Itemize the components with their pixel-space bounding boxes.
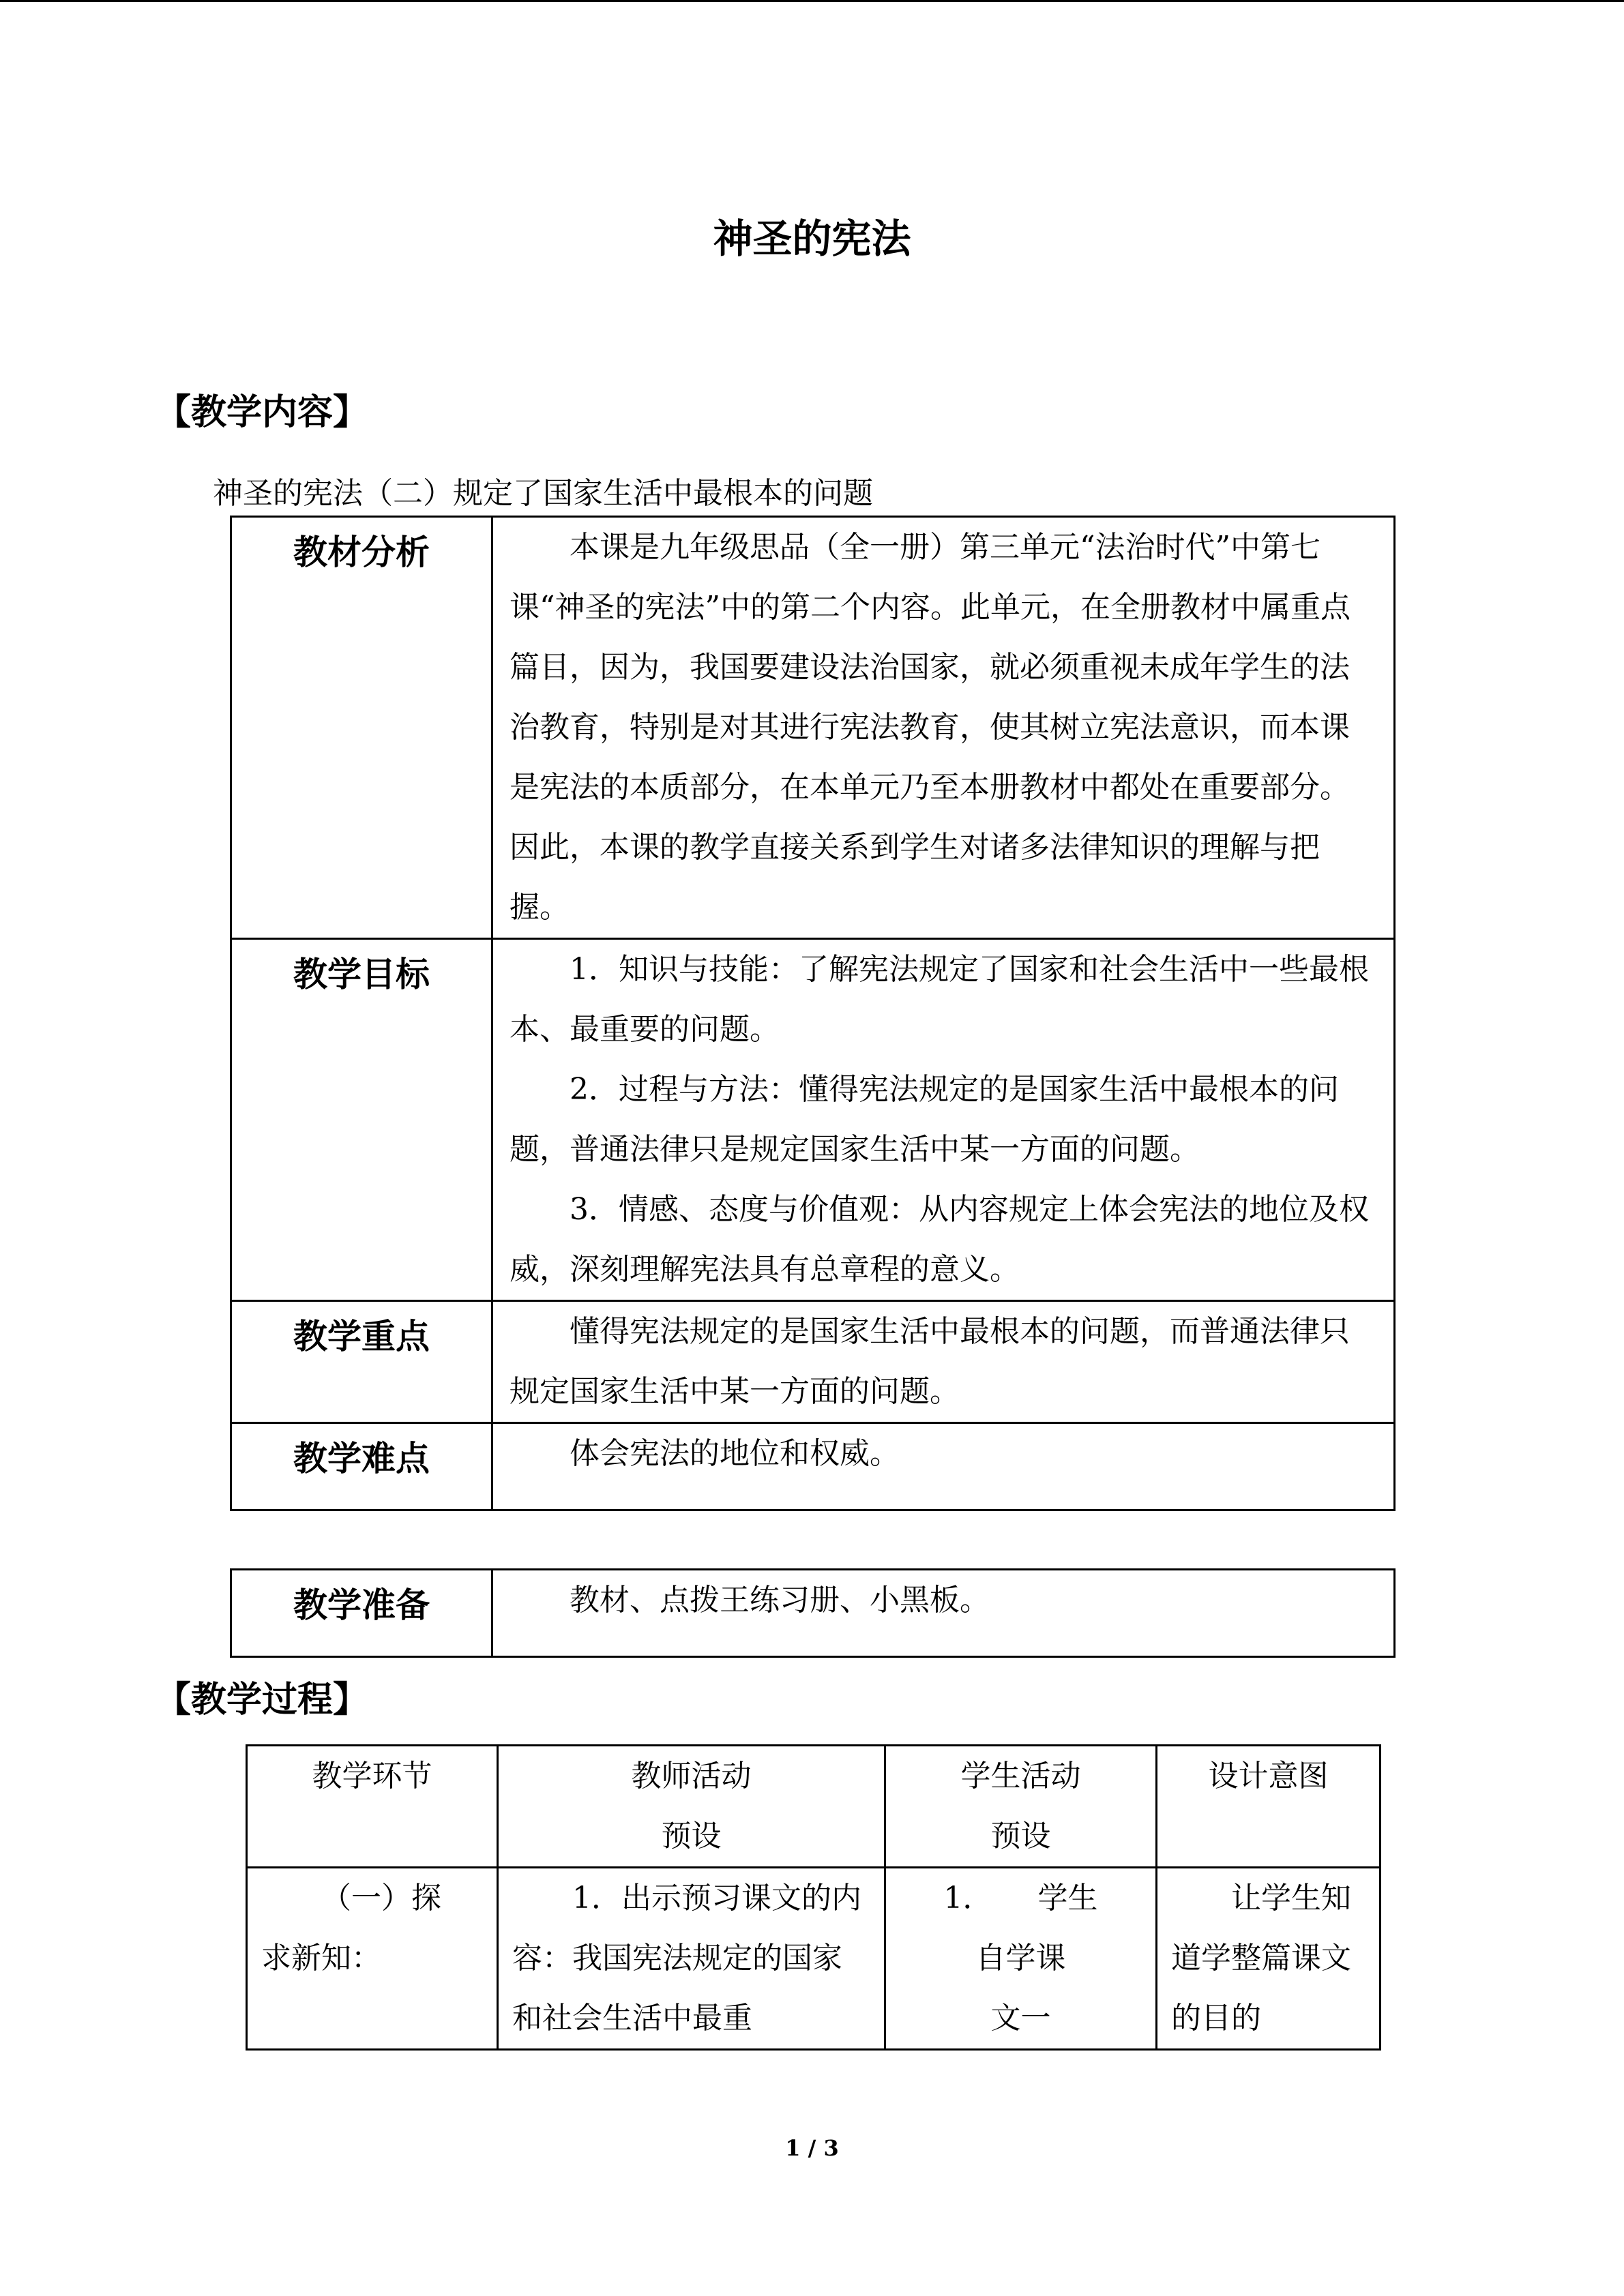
header-teacher-line2: 预设 — [661, 1819, 722, 1853]
student-cell — [885, 1868, 1157, 2050]
student-line1: 1． 学生 — [943, 1881, 1098, 1915]
stage-line1: （一）探 — [321, 1881, 441, 1915]
page-title: 神圣的宪法 — [713, 215, 911, 262]
analysis-label: 教材分析 — [231, 517, 492, 939]
goal-item: 2．过程与方法：懂得宪法规定的是国家生活中最根本的问题，普通法律只是规定国家生活中某一方面的问题。 — [510, 1072, 1339, 1167]
goal-item: 1．知识与技能：了解宪法规定了国家和社会生活中一些最根本、最重要的问题。 — [510, 952, 1369, 1047]
section-heading-process: 【教学过程】 — [156, 1680, 369, 1720]
key-point-cell — [492, 1301, 1395, 1423]
header-stage — [247, 1746, 498, 1868]
header-teacher — [498, 1746, 885, 1868]
intent-cell — [1157, 1868, 1381, 2050]
student-line3: 文一 — [990, 2001, 1051, 2036]
intent-text: 让学生知道学整篇课文的目的 — [1171, 1881, 1351, 2036]
key-point-text: 懂得宪法规定的是国家生活中最根本的问题，而普通法律只规定国家生活中某一方面的问题。 — [510, 1314, 1350, 1409]
analysis-cell — [492, 517, 1395, 939]
lesson-subtitle: 神圣的宪法（二）规定了国家生活中最根本的问题 — [213, 476, 873, 511]
header-intent — [1157, 1746, 1381, 1868]
goals-label: 教学目标 — [231, 939, 492, 1301]
goals-row — [231, 939, 1395, 1301]
stage-line2: 求新知： — [261, 1941, 381, 1976]
goals-cell — [492, 939, 1395, 1301]
teacher-activity-text: 1．出示预习课文的内容：我国宪法规定的国家和社会生活中最重 — [512, 1881, 861, 2036]
key-point-row — [231, 1301, 1395, 1423]
header-stage-text: 教学环节 — [312, 1759, 432, 1793]
header-intent-text: 设计意图 — [1208, 1759, 1329, 1793]
key-point-label: 教学重点 — [231, 1301, 492, 1423]
preparation-row — [231, 1570, 1395, 1657]
teaching-process-table — [246, 1744, 1381, 2051]
header-student — [885, 1746, 1157, 1868]
page-number: 1 / 3 — [785, 2135, 839, 2161]
goal-item: 3．情感、态度与价值观：从内容规定上体会宪法的地位及权威，深刻理解宪法具有总章程的意义。 — [510, 1192, 1369, 1287]
lesson-info-table — [230, 516, 1396, 1511]
difficulty-cell — [492, 1423, 1395, 1510]
header-student-line1: 学生活动 — [960, 1759, 1081, 1793]
difficulty-label: 教学难点 — [231, 1423, 492, 1510]
header-teacher-line1: 教师活动 — [631, 1759, 752, 1793]
process-header-row — [247, 1746, 1381, 1868]
difficulty-text: 体会宪法的地位和权威。 — [570, 1436, 900, 1471]
stage-cell — [247, 1868, 498, 2050]
process-row — [247, 1868, 1381, 2050]
preparation-cell — [492, 1570, 1395, 1657]
preparation-label: 教学准备 — [231, 1570, 492, 1657]
section-heading-content: 【教学内容】 — [156, 392, 369, 433]
analysis-row — [231, 517, 1395, 939]
preparation-text: 教材、点拨王练习册、小黑板。 — [570, 1583, 990, 1617]
header-student-line2: 预设 — [990, 1819, 1051, 1853]
preparation-table — [230, 1568, 1396, 1658]
analysis-text: 本课是九年级思品（全一册）第三单元“法治时代”中第七课“神圣的宪法”中的第二个内容。此单元，在全册教材中属重点篇目，因为，我国要建设法治国家，就必须重视未成年学生的法治教育，特别是对其进行宪法教育，使其树立宪法意识，而本课是宪法的本质部分，在本单元乃至本册教材中都处在重要部分。因此，本课的教学直接关系到学生对诸多法律知识的理解与把握。 — [510, 530, 1350, 925]
student-line2: 自学课 — [975, 1941, 1066, 1976]
difficulty-row — [231, 1423, 1395, 1510]
top-border-line — [0, 0, 1624, 2]
teacher-cell — [498, 1868, 885, 2050]
